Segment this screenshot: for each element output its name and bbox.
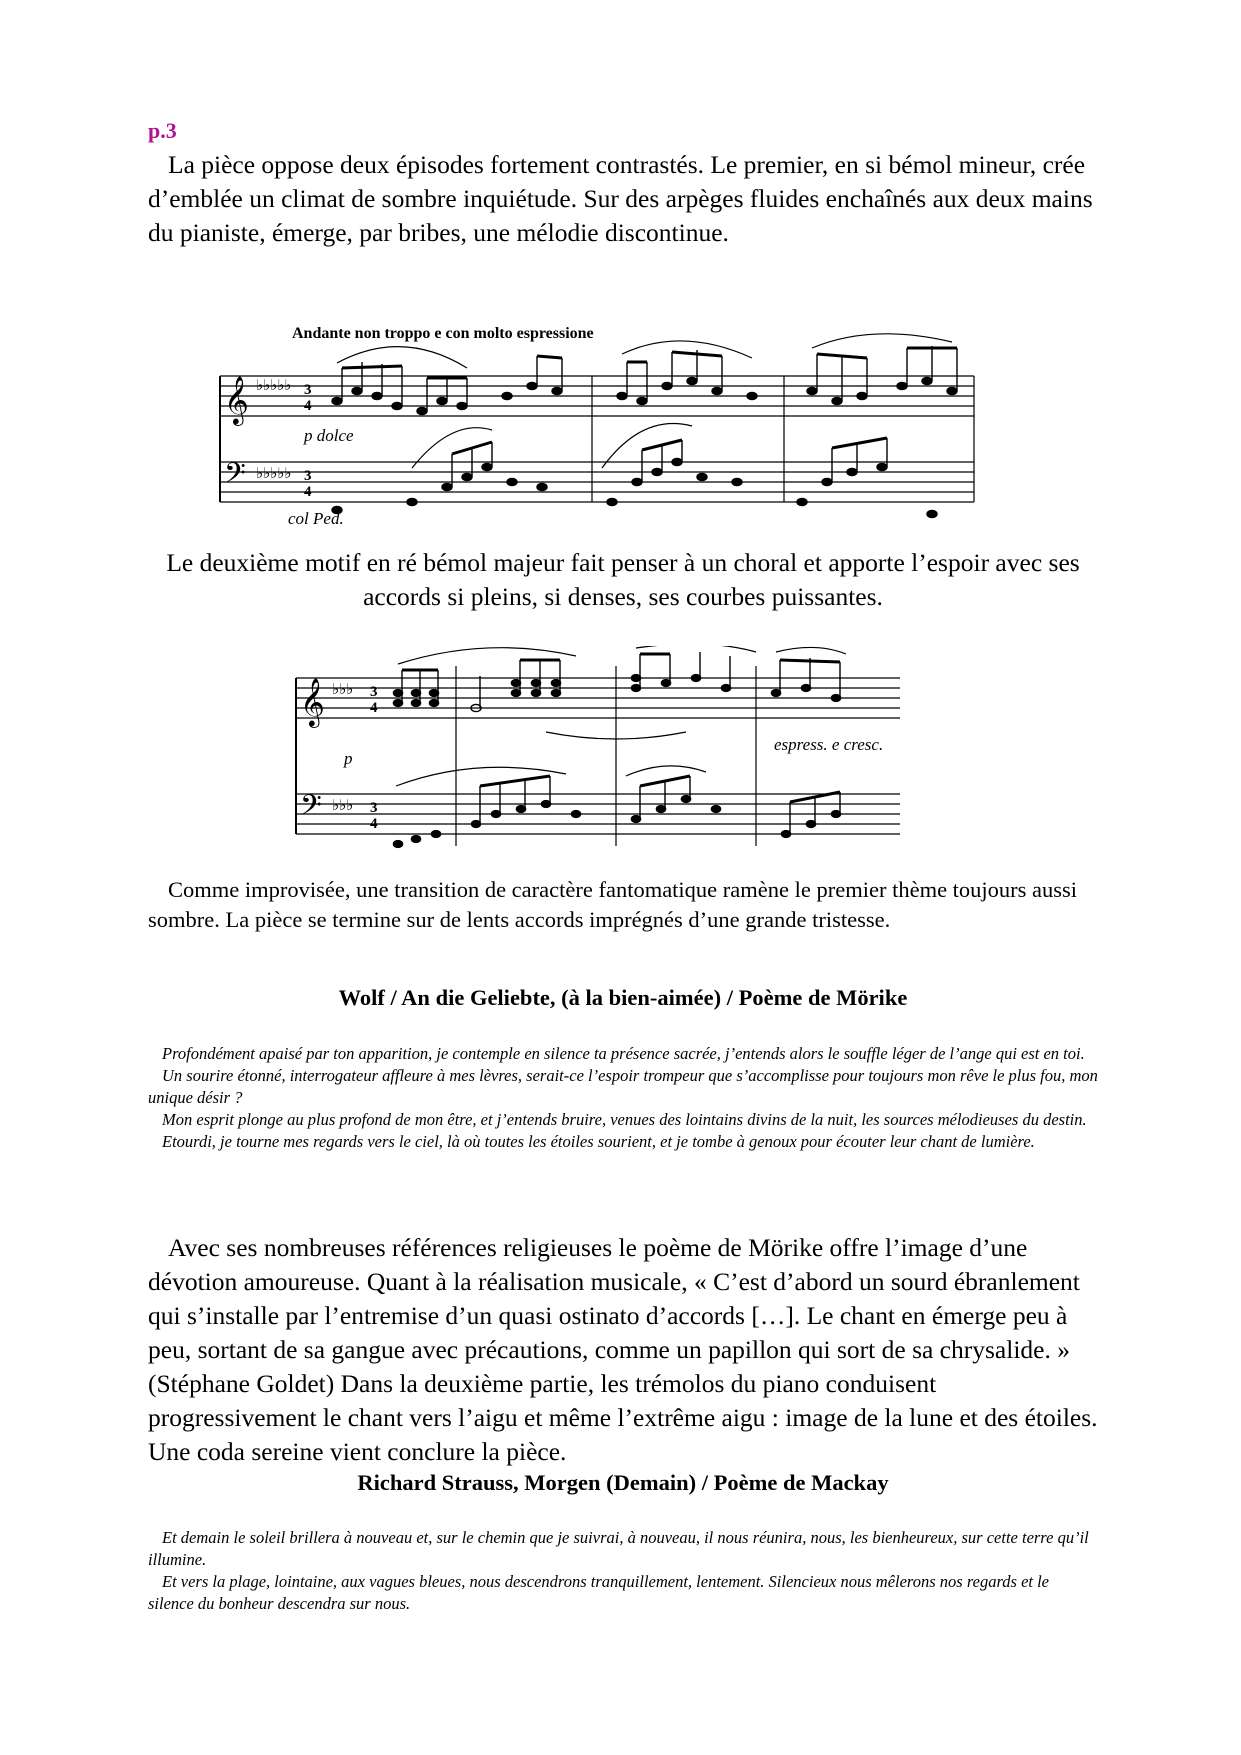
svg-text:♭♭♭: ♭♭♭ (332, 680, 354, 698)
svg-text:𝄢: 𝄢 (224, 457, 246, 497)
transition-paragraph: Comme improvisée, une transition de caractère fantomatique ramène le premier thème toujours aussi sombre. La pièce se termine sur de lents accords imprégnés d’une grande tristesse. (148, 877, 1078, 932)
svg-text:3: 3 (370, 800, 378, 816)
wolf-poem-stanza: Profondément apaisé par ton apparition, je contemple en silence ta présence sacrée, j’entends alors le souffle léger de l’ange qui est en toi. (162, 1044, 1085, 1063)
score1-tempo: Andante non troppo e con molto espressione (292, 325, 594, 342)
svg-text:4: 4 (370, 700, 378, 716)
wolf-poem-stanza: Un sourire étonné, interrogateur affleure à mes lèvres, serait-ce l’espoir trompeur que s’accomplisse pour toujours mon rêve le plus fou, mon unique désir ? (148, 1066, 1098, 1107)
strauss-poem-stanza: Et vers la plage, lointaine, aux vagues bleues, nous descendrons tranquillement, lentement. Silencieux nous mêlerons nos regards et le silence du bonheur descendra sur nous. (148, 1572, 1050, 1613)
svg-text:4: 4 (304, 398, 312, 414)
strauss-poem-stanza: Et demain le soleil brillera à nouveau et, sur le chemin que je suivrai, à nouveau, il nous réunira, nous, les bienheureux, sur cette terre qu’il illumine. (148, 1528, 1089, 1569)
svg-text:4: 4 (304, 484, 312, 500)
svg-text:𝄞: 𝄞 (300, 677, 325, 726)
svg-text:4: 4 (370, 816, 378, 832)
intro-paragraph: La pièce oppose deux épisodes fortement contrastés. Le premier, en si bémol mineur, crée d’emblée un climat de sombre inquiétude. Sur des arpèges fluides enchaînés aux deux mains du pianiste, émerge, par bribes, une mélodie discontinue. (148, 150, 1093, 247)
score1-dynamic: p dolce (304, 426, 354, 445)
svg-text:♭♭♭: ♭♭♭ (332, 796, 354, 814)
wolf-commentary: Avec ses nombreuses références religieuses le poème de Mörike offre l’image d’une dévotion amoureuse. Quant à la réalisation musicale, « C’est d’abord un sourd ébranlement qui s’installe par l’entremise d’un quasi ostinato d’accords […]. Le chant en émerge peu à peu, sortant de sa gangue avec précautions, comme un papillon qui sort de sa chrysalide. » (Stéphane Goldet) Dans la deuxième partie, les trémolos du piano conduisent progressivement le chant vers l’aigu et même l’extrême aigu : image de la lune et des étoiles. Une coda sereine vient conclure la pièce. (148, 1233, 1098, 1466)
svg-text:♭♭♭♭♭: ♭♭♭♭♭ (256, 376, 292, 394)
score-excerpt-2 (286, 646, 900, 868)
score1-pedal: col Ped. (288, 509, 344, 528)
svg-text:𝄢: 𝄢 (300, 789, 322, 829)
svg-text:3: 3 (370, 684, 378, 700)
score2-dynamic: p (344, 749, 353, 768)
page-number: p.3 (148, 118, 177, 143)
svg-text:𝄞: 𝄞 (224, 375, 249, 424)
strauss-poem (148, 1527, 1098, 1615)
wolf-poem (148, 1043, 1098, 1153)
score2-expression: espress. e cresc. (774, 735, 884, 754)
svg-text:3: 3 (304, 382, 312, 398)
wolf-poem-stanza: Mon esprit plonge au plus profond de mon être, et j’entends bruire, venues des lointains divins de la nuit, les sources mélodieuses du destin. (162, 1110, 1087, 1129)
score-excerpt-1 (212, 318, 982, 528)
wolf-heading: Wolf / An die Geliebte, (à la bien-aimée) / Poème de Mörike (338, 985, 908, 1010)
strauss-heading: Richard Strauss, Morgen (Demain) / Poème de Mackay (357, 1470, 889, 1495)
second-motif-paragraph: Le deuxième motif en ré bémol majeur fait penser à un choral et apporte l’espoir avec ses accords si pleins, si denses, ses courbes puissantes. (166, 548, 1080, 611)
svg-text:3: 3 (304, 468, 312, 484)
wolf-poem-stanza: Etourdi, je tourne mes regards vers le ciel, là où toutes les étoiles sourient, et je tombe à genoux pour écouter leur chant de lumière. (162, 1132, 1035, 1151)
svg-text:♭♭♭♭♭: ♭♭♭♭♭ (256, 464, 292, 482)
